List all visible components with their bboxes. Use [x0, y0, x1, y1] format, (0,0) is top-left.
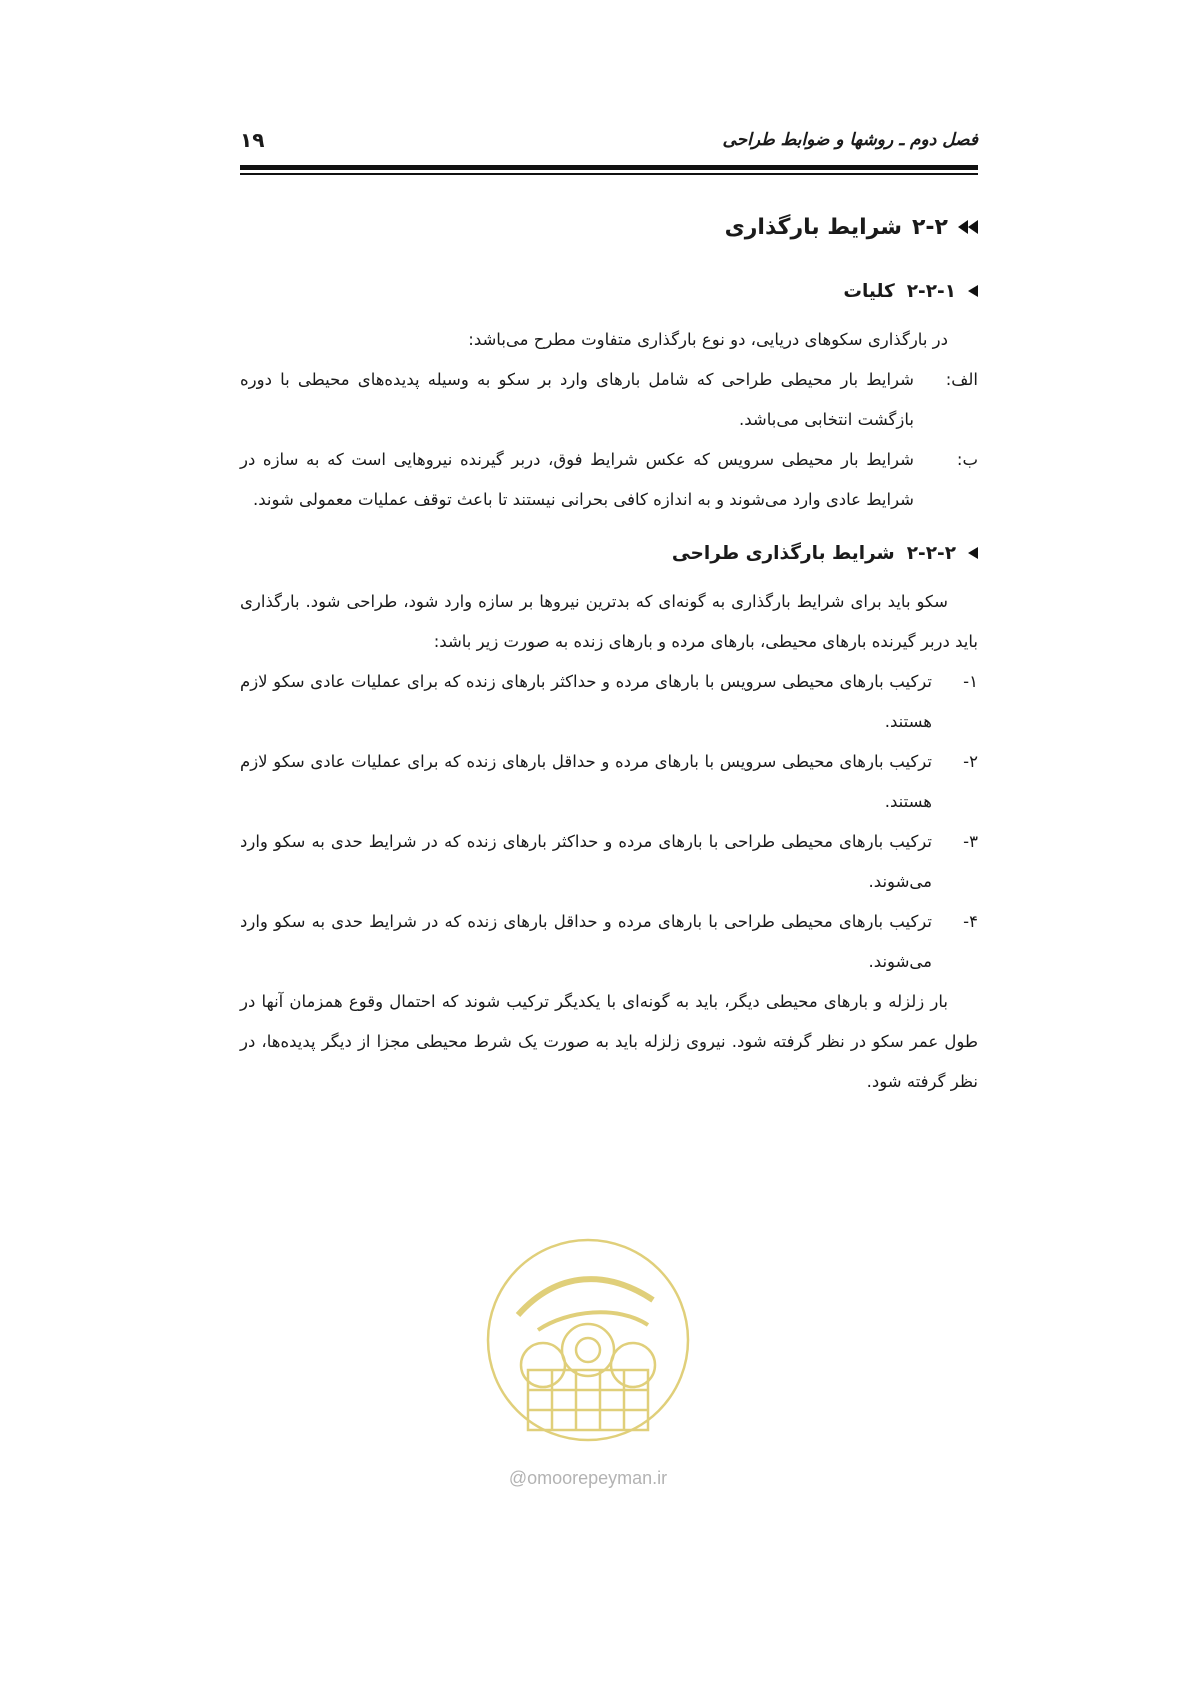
list-item-text: ترکیب بارهای محیطی طراحی با بارهای مرده و حداکثر بارهای زنده که در شرایط حدی به سکو وارد می‌شوند.: [240, 832, 932, 891]
list-item-text: ترکیب بارهای محیطی سرویس با بارهای مرده و حداکثر بارهای زنده که برای عملیات عادی سکو لازم هستند.: [240, 672, 932, 731]
watermark-seal-icon: [478, 1230, 698, 1460]
list-item-text: شرایط بار محیطی سرویس که عکس شرایط فوق، دربر گیرنده نیروهایی است که به سازه در شرایط عادی وارد می‌شوند و به اندازه کافی بحرانی نیستند تا باعث توقف عملیات معمولی شوند.: [240, 450, 914, 509]
section-title: شرایط بارگذاری: [724, 215, 902, 240]
triangle-left-icon: [968, 285, 978, 300]
subsection-heading-2: [240, 534, 978, 574]
subsection-title: کلیات: [843, 281, 895, 302]
page-header: [240, 118, 978, 158]
list-item: [240, 360, 978, 440]
watermark-logo: [478, 1230, 698, 1460]
list-item-text: ترکیب بارهای محیطی طراحی با بارهای مرده و حداقل بارهای زنده که در شرایط حدی به سکو وارد می‌شوند.: [240, 912, 932, 971]
double-triangle-left-icon: [958, 220, 978, 237]
watermark-url: @omoorepeyman.ir: [508, 1468, 668, 1488]
list-item: [240, 440, 978, 520]
page-number: ۱۹: [240, 128, 265, 152]
subsection-number: ۲-۲-۲: [906, 543, 956, 564]
page-body: [240, 206, 978, 1102]
list-item: [240, 742, 978, 822]
list-marker: ب:: [956, 450, 978, 469]
running-title: فصل دوم ـ روشها و ضوابط طراحی: [722, 130, 978, 150]
header-rule-thin: [240, 173, 978, 175]
list-item-text: ترکیب بارهای محیطی سرویس با بارهای مرده و حداقل بارهای زنده که برای عملیات عادی سکو لازم هستند.: [240, 752, 932, 811]
list-marker: ۳-: [963, 832, 978, 851]
closing-paragraph: بار زلزله و بارهای محیطی دیگر، باید به گونه‌ای با یکدیگر ترکیب شوند که احتمال وقوع همزمان آنها در طول عمر سکو در نظر گرفته شود. نیروی زلزله باید به صورت یک شرط محیطی مجزا از دیگر پدیده‌ها، در نظر گرفته شود.: [240, 992, 978, 1091]
header-rule-thick: [240, 165, 978, 170]
list-marker: ۱-: [963, 672, 978, 691]
subsection-title: شرایط بارگذاری طراحی: [671, 543, 895, 564]
subsection-number: ۲-۲-۱: [906, 281, 956, 302]
triangle-left-icon: [968, 547, 978, 562]
section-number: ۲-۲: [912, 215, 948, 240]
list-marker: ۲-: [963, 752, 978, 771]
list-item: [240, 662, 978, 742]
list-item: [240, 822, 978, 902]
section-heading: [240, 206, 978, 250]
list-marker: الف:: [945, 370, 978, 389]
list-item-text: شرایط بار محیطی طراحی که شامل بارهای وارد بر سکو به وسیله پدیده‌های محیطی با دوره بازگشت انتخابی می‌باشد.: [240, 370, 914, 429]
list-marker: ۴-: [963, 912, 978, 931]
subsection1-intro: در بارگذاری سکوهای دریایی، دو نوع بارگذاری متفاوت مطرح می‌باشد:: [468, 330, 948, 349]
subsection2-intro: سکو باید برای شرایط بارگذاری به گونه‌ای که بدترین نیروها بر سازه وارد شود، طراحی شود. بارگذاری باید دربر گیرنده بارهای محیطی، بارهای مرده و بارهای زنده به صورت زیر باشد:: [240, 592, 978, 651]
list-item: [240, 902, 978, 982]
subsection-heading-1: [240, 272, 978, 312]
